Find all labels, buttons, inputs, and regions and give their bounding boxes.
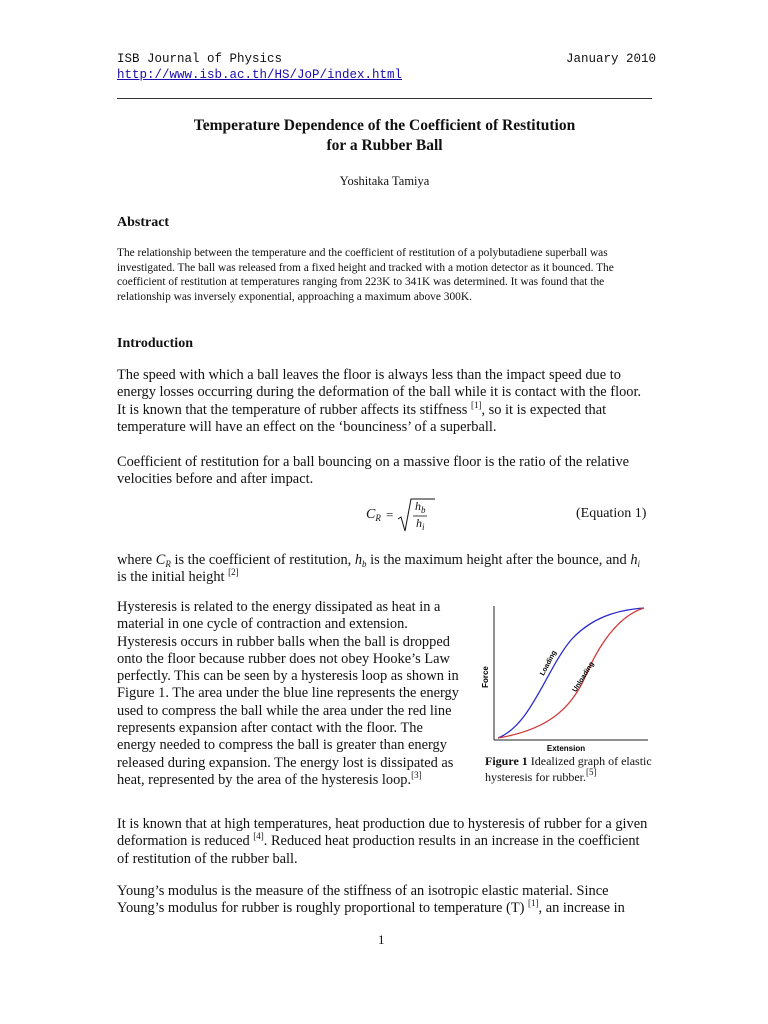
issue-date: January 2010 <box>566 52 657 66</box>
citation-2: [2] <box>228 567 239 578</box>
introduction-heading: Introduction <box>117 336 193 351</box>
eq-hi: $h_i$ <box>416 516 425 532</box>
unloading-label: Unloading <box>571 660 596 694</box>
figure-caption-label: Figure 1 <box>485 754 528 768</box>
intro-p1-text-a: The speed with which a ball leaves the floor is always less than the impact speed due to energy losses occurring during the deformation of the ball while it is contact with the floor. It is known that the temperature of rubber affects its stiffness <box>117 367 642 418</box>
symbol-hb: $h_b$ <box>354 552 367 569</box>
citation-3: [3] <box>411 769 422 780</box>
abstract-text: The relationship between the temperature and the coefficient of restitution of a polybutadiene superball was investigated. The ball was released from a fixed height and tracked with a motion detector as it bounced. The coefficient of restitution at temperatures ranging from 223K to 341K was determined. It was found that the relationship was inversely exponential, approaching a maximum above 300K. <box>117 247 614 303</box>
intro-paragraph-4: Hysteresis is related to the energy dissipated as heat in a material in one cycle of contraction and extension. Hysteresis occurs in rubber balls when the ball is dropped onto the floor because rubber does not obey Hooke’s Law perfectly. This can be seen by a hysteresis loop as shown in Figure 1. The area under the blue line represents the energy used to compress the ball while the area under the red line represents expansion after contact with the floor. The energy needed to compress the ball is greater than energy released during expansion. The energy lost is dissipated as heat, represented by the area of the hysteresis loop.[3] <box>117 599 459 788</box>
intro-paragraph-3: where $C_R$ is the coefficient of restitution, $h_b$ is the maximum height after the bounce, and $h_i$ is the initial height [2] <box>117 552 641 586</box>
hysteresis-figure <box>476 600 656 758</box>
loading-label: Loading <box>539 649 559 677</box>
symbol-cr: $C_R$ <box>155 552 171 569</box>
paper-title-line2: for a Rubber Ball <box>326 137 443 154</box>
page-number: 1 <box>378 932 385 947</box>
journal-url-link[interactable]: http://www.isb.ac.th/HS/JoP/index.html <box>117 68 403 82</box>
eq-c: $C_R$ <box>366 507 381 523</box>
citation-5: [5] <box>585 767 597 777</box>
citation-1b: [1] <box>528 898 539 909</box>
paper-title-line1: Temperature Dependence of the Coefficient of Restitution <box>193 117 576 134</box>
loading-curve <box>498 608 644 738</box>
equation-label: (Equation 1) <box>576 506 647 521</box>
equation-1 <box>366 497 446 535</box>
unloading-curve <box>498 608 644 738</box>
intro-paragraph-2: Coefficient of restitution for a ball bouncing on a massive floor is the ratio of the relative velocities before and after impact. <box>117 454 630 488</box>
intro-paragraph-6: Young’s modulus is the measure of the stiffness of an isotropic elastic material. Since Young’s modulus for rubber is roughly proportional to temperature (T) [1], an increase in <box>117 883 625 917</box>
eq-hb: $h_b$ <box>415 499 426 515</box>
intro-p1-text-b: , so it is expected that temperature will have an effect on the ‘bounciness’ of a superball. <box>117 401 607 435</box>
y-axis-label: Force <box>481 666 490 688</box>
x-axis-label: Extension <box>546 744 586 753</box>
journal-name: ISB Journal of Physics <box>117 52 283 66</box>
header-rule <box>117 98 652 99</box>
eq-equals: = <box>386 507 394 522</box>
citation-1: [1] <box>470 399 482 410</box>
intro-paragraph-1 <box>117 367 652 436</box>
abstract-heading: Abstract <box>117 215 170 230</box>
symbol-hi: $h_i$ <box>630 552 641 569</box>
citation-4: [4] <box>253 831 264 842</box>
figure-caption: Figure 1 Idealized graph of elastic hysteresis for rubber.[5] <box>485 754 652 784</box>
author: Yoshitaka Tamiya <box>339 174 430 188</box>
intro-paragraph-5: It is known that at high temperatures, heat production due to hysteresis of rubber for a given deformation is reduced [4]. Reduced heat production results in an increase in the coefficient of restitution of the rubber ball. <box>117 816 648 867</box>
